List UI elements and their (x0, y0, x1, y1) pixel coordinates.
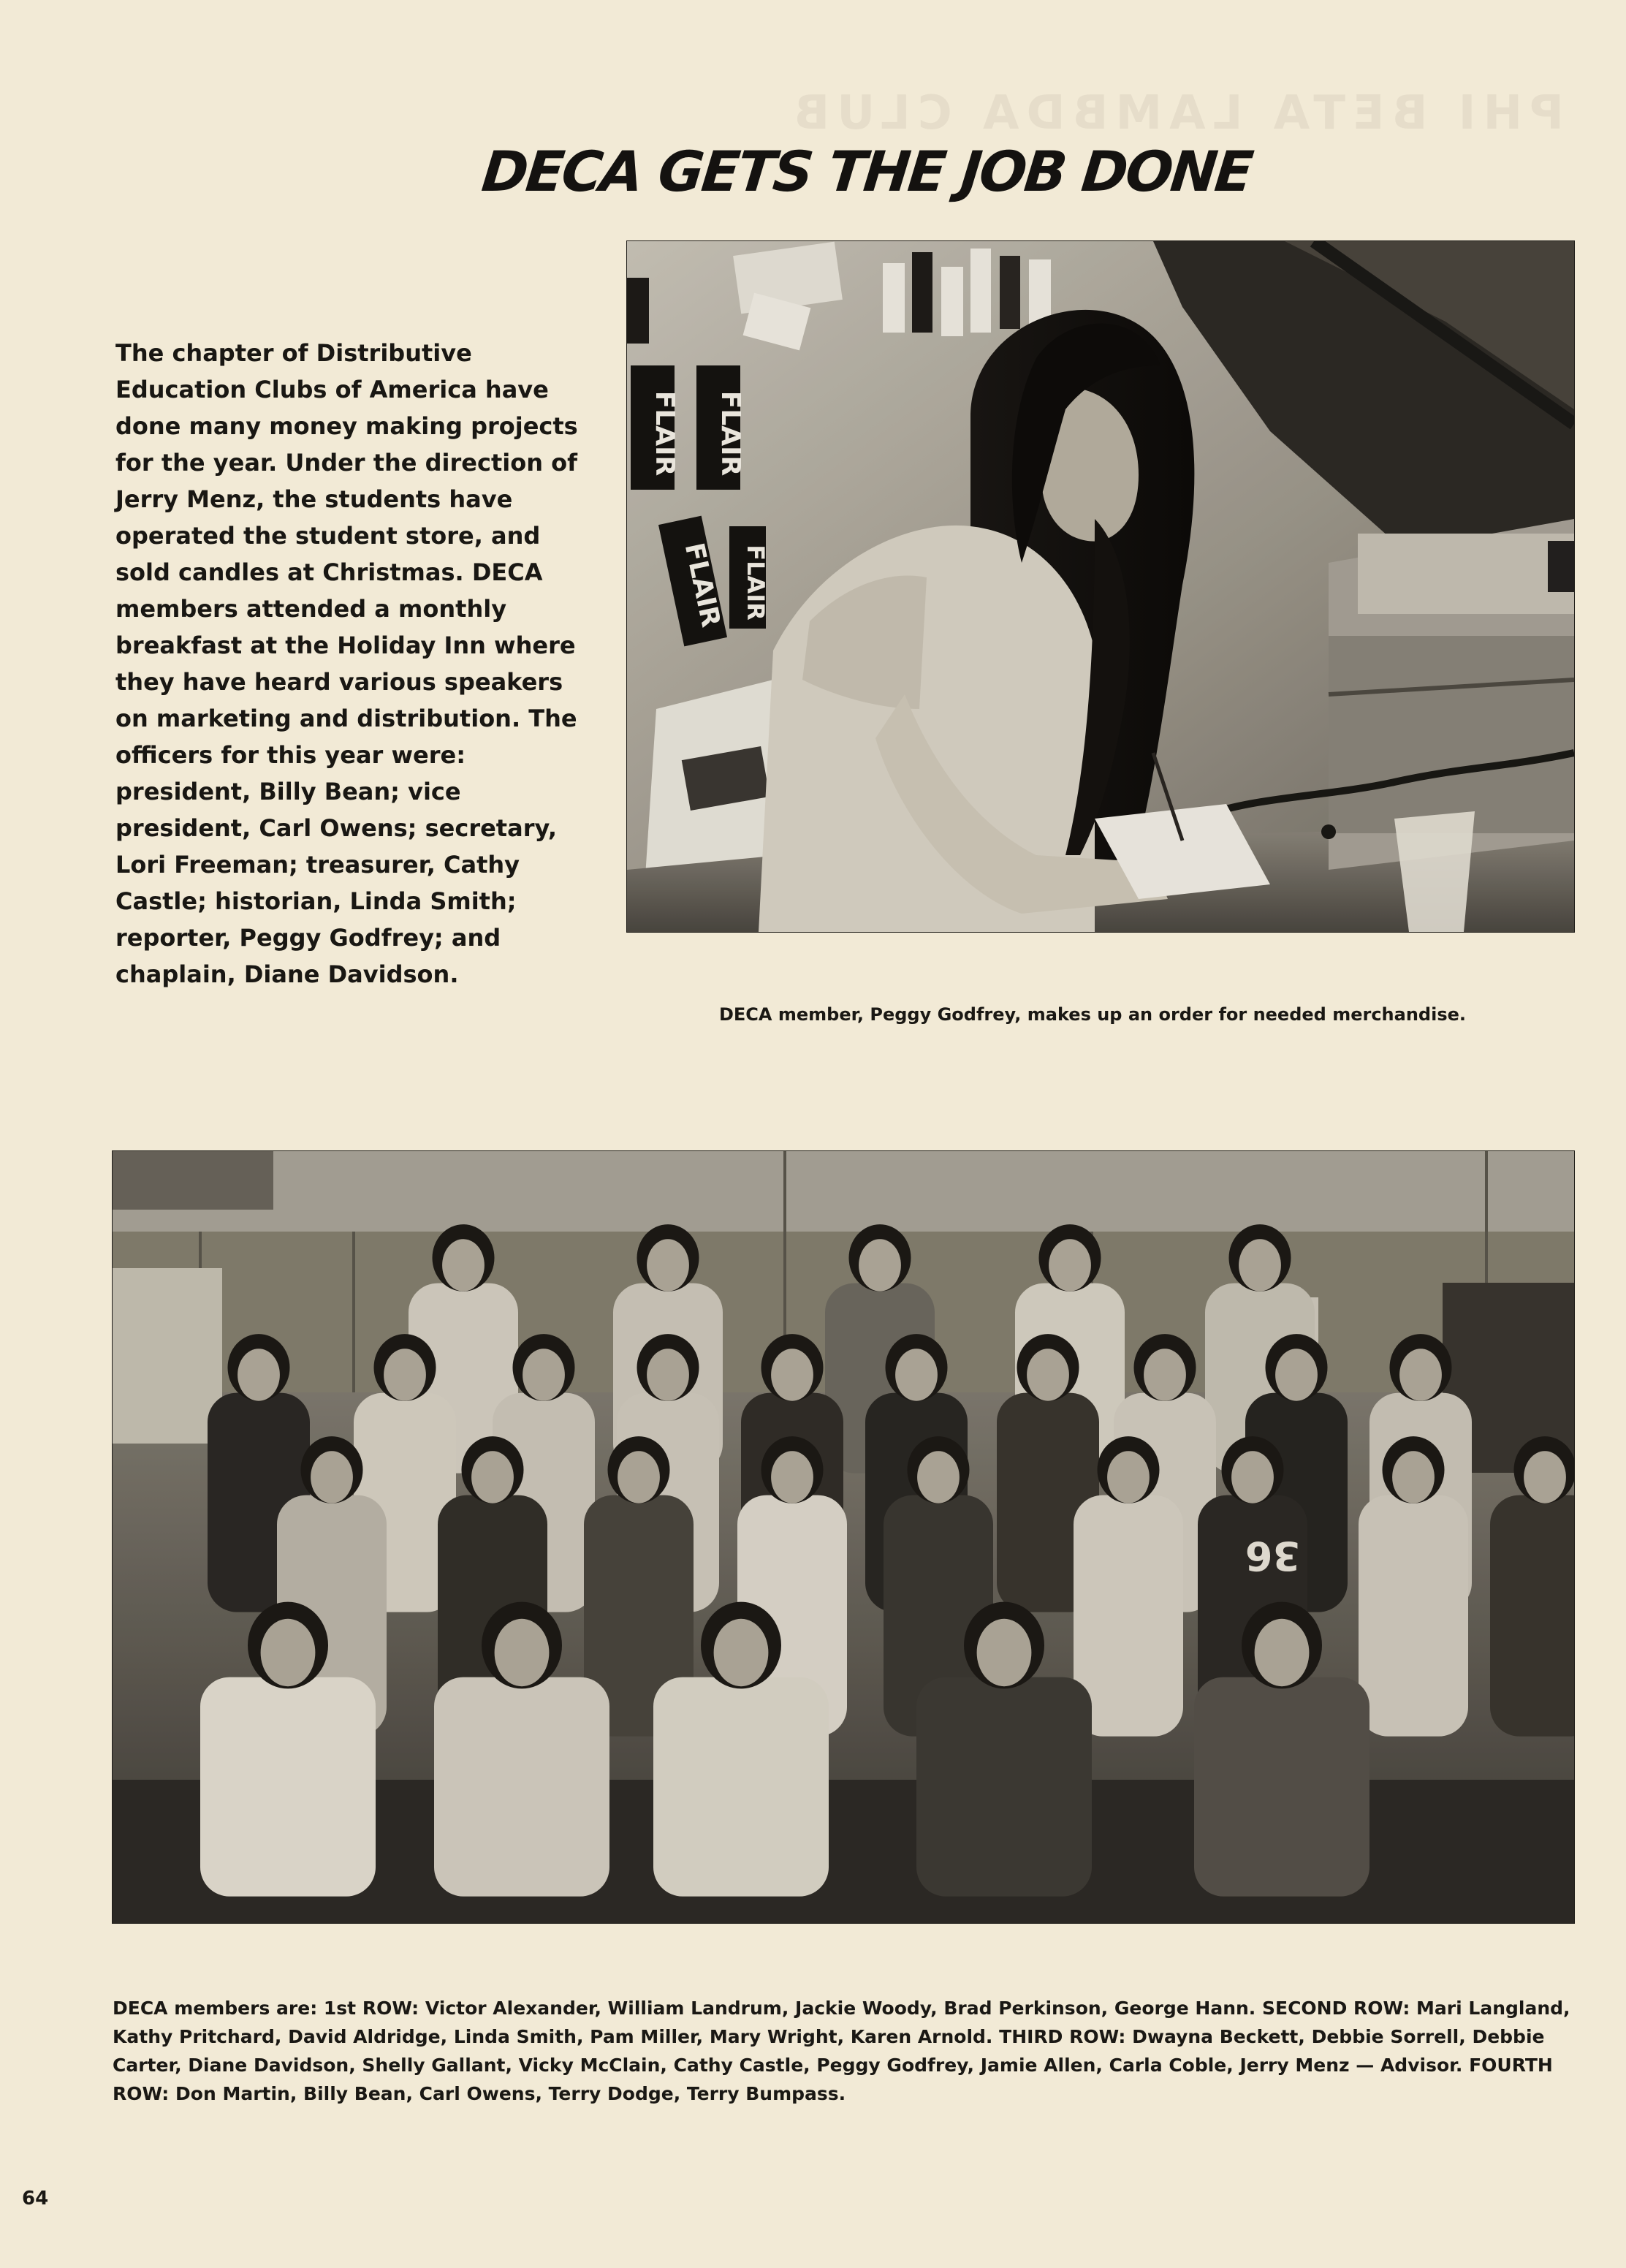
svg-text:FLAIR: FLAIR (650, 390, 680, 477)
jersey-number: 36 (1245, 1533, 1300, 1579)
svg-text:FLAIR: FLAIR (715, 390, 745, 477)
photo-peggy-godfrey (627, 241, 1574, 932)
svg-text:FLAIR: FLAIR (678, 540, 726, 630)
photo-deca-group (113, 1151, 1574, 1923)
top-photo-caption: DECA member, Peggy Godfrey, makes up an order for needed merchandise. (718, 1004, 1466, 1025)
article-body: The chapter of Distributive Education Clubs of America have done many money making projects for the year. Under the direction of Jerry Menz, the students have operated the student store, and sold candles at Christmas. DECA members attended a monthly breakfast at the Holiday Inn where they have heard various speakers on marketing and distribution. The officers for this year were: president, Billy Bean; vice president, Carl Owens; secretary, Lori Freeman; treasurer, Cathy Castle; historian, Linda Smith; reporter, Peggy Godfrey; and chaplain, Diane Davidson. (115, 339, 578, 988)
bleed-through-text: PHI BETA LAMBDA CLUB (786, 86, 1564, 137)
group-photo-caption: DECA members are: 1st ROW: Victor Alexander, William Landrum, Jackie Woody, Brad Perkinson, George Hann. SECOND ROW: Mari Langland, Kathy Pritchard, David Aldridge, Linda Smith, Pam Miller, Mary Wright, Karen Arnold. THIRD ROW: Dwayna Beckett, Debbie Sorrell, Debbie Carter, Diane Davidson, Shelly Gallant, Vicky McClain, Cathy Castle, Peggy Godfrey, Jamie Allen, Carla Coble, Jerry Menz — Advisor. FOURTH ROW: Don Martin, Billy Bean, Carl Owens, Terry Dodge, Terry Bumpass. (113, 1998, 1570, 2104)
page-headline: DECA GETS THE JOB DONE (479, 139, 1255, 204)
svg-text:FLAIR: FLAIR (742, 545, 770, 621)
page-number: 64 (22, 2188, 49, 2210)
